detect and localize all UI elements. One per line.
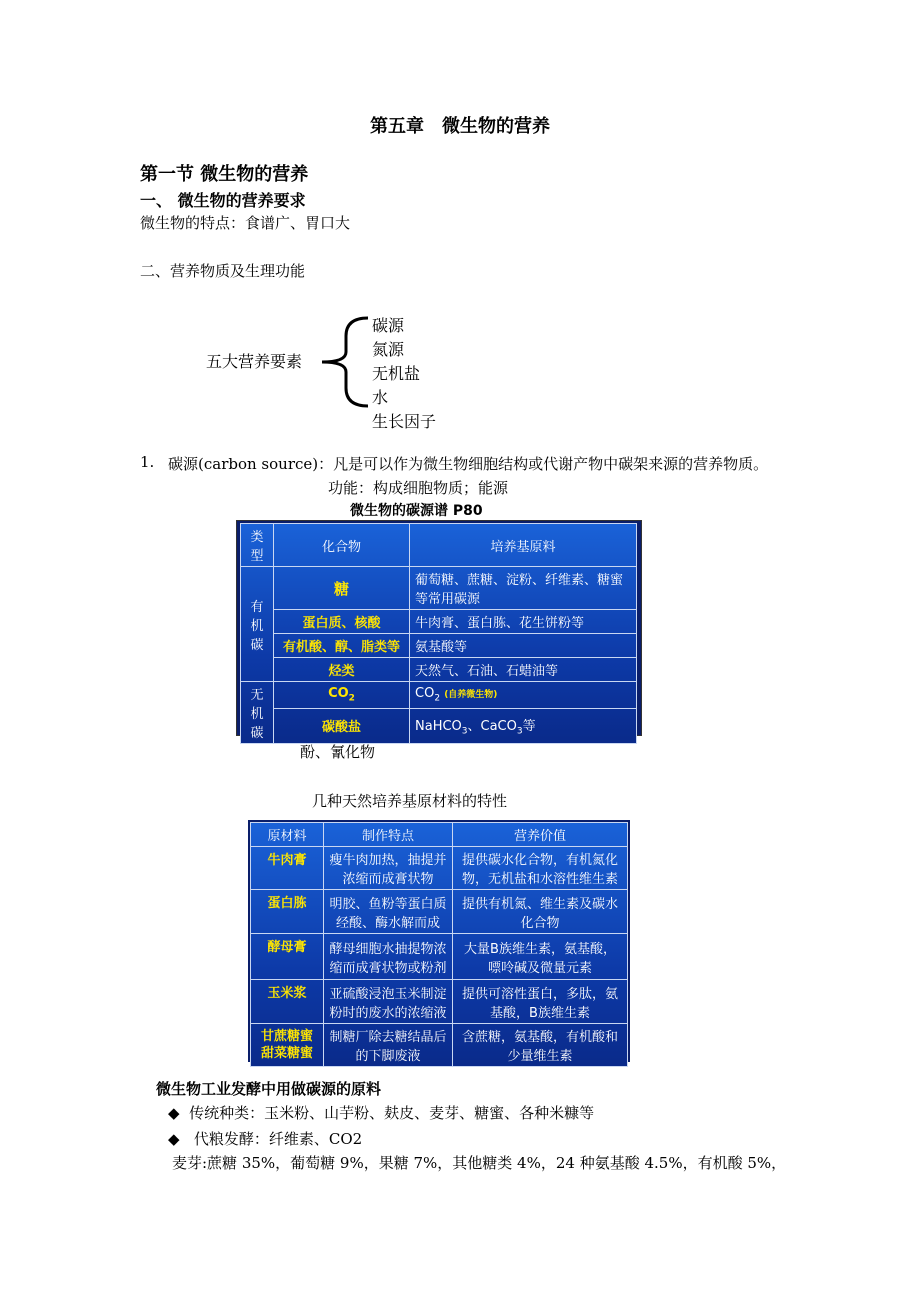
phenol-cyanide-text: 酚、氰化物 xyxy=(300,743,376,761)
features-text: 微生物的特点：食谱广、胃口大 xyxy=(140,214,351,232)
curly-brace-icon xyxy=(316,314,376,410)
bullet-text: 传统种类：玉米粉、山芋粉、麸皮、麦芽、糖蜜、各种米糠等 xyxy=(189,1104,595,1122)
nutrition-value: 提供可溶性蛋白，多肽，氨基酸，B族维生素 xyxy=(453,980,628,1024)
carbon-function: 功能：构成细胞物质；能源 xyxy=(328,479,509,497)
making-feature: 明胶、鱼粉等蛋白质经酸、酶水解而成 xyxy=(324,890,453,934)
making-feature: 酵母细胞水抽提物浓缩而成膏状物或粉剂 xyxy=(324,934,453,980)
header-making: 制作特点 xyxy=(324,823,453,847)
subsection-heading-1: 一、 微生物的营养要求 xyxy=(140,191,306,210)
natural-materials-title: 几种天然培养基原材料的特性 xyxy=(312,792,508,810)
material-organic-acid: 氨基酸等 xyxy=(410,634,637,658)
material-hydrocarbon: 天然气、石油、石蜡油等 xyxy=(410,658,637,682)
section-heading: 第一节 微生物的营养 xyxy=(140,164,309,185)
brace-label: 五大营养要素 xyxy=(206,352,303,371)
material-name: 牛肉膏 xyxy=(251,847,324,890)
nutrition-value: 提供有机氮、维生素及碳水化合物 xyxy=(453,890,628,934)
making-feature: 亚硫酸浸泡玉米制淀粉时的废水的浓缩液 xyxy=(324,980,453,1024)
material-name: 蛋白胨 xyxy=(251,890,324,934)
making-feature: 制糖厂除去糖结晶后的下脚废液 xyxy=(324,1024,453,1067)
material-protein: 牛肉膏、蛋白胨、花生饼粉等 xyxy=(410,610,637,634)
carbon-table-title: 微生物的碳源谱 P80 xyxy=(350,503,483,519)
inorganic-carbon-label: 无机碳 xyxy=(241,682,274,744)
bullet-text: 代粮发酵：纤维素、CO2 xyxy=(193,1130,363,1148)
nutrition-value: 含蔗糖，氨基酸，有机酸和少量维生素 xyxy=(453,1024,628,1067)
header-type: 类型 xyxy=(241,524,274,567)
brace-item-nitrogen: 氮源 xyxy=(372,340,405,359)
bullet-item xyxy=(168,1128,362,1149)
brace-item-water: 水 xyxy=(372,388,389,407)
brace-item-growth-factor: 生长因子 xyxy=(372,412,437,431)
nutrition-value: 提供碳水化合物，有机氮化物，无机盐和水溶性维生素 xyxy=(453,847,628,890)
industrial-title: 微生物工业发酵中用做碳源的原料 xyxy=(156,1080,382,1098)
material-carbonate: NaHCO$_3$、CaCO$_3$等 xyxy=(410,708,637,743)
material-co2: $CO_2$ (自养微生物) xyxy=(410,682,637,709)
compound-hydrocarbon: 烃类 xyxy=(274,658,410,682)
header-material: 培养基原料 xyxy=(410,524,637,567)
making-feature: 瘦牛肉加热，抽提并浓缩而成膏状物 xyxy=(324,847,453,890)
malt-composition: 麦芽:蔗糖 35%，葡萄糖 9%，果糖 7%，其他糖类 4%，24 种氨基酸 4.5%，有机酸 5%， xyxy=(172,1154,787,1172)
diamond-bullet-icon: ◆ xyxy=(168,1104,180,1122)
material-name: 甘蔗糖蜜 甜菜糖蜜 xyxy=(251,1024,324,1067)
nutrition-value: 大量B族维生素，氨基酸，嘌呤碱及微量元素 xyxy=(453,934,628,980)
natural-materials-table xyxy=(250,822,628,1067)
subsection-heading-2: 二、营养物质及生理功能 xyxy=(140,262,306,280)
compound-protein: 蛋白质、核酸 xyxy=(274,610,410,634)
header-nutrition: 营养价值 xyxy=(453,823,628,847)
carbon-source-table xyxy=(240,523,637,744)
brace-item-carbon: 碳源 xyxy=(372,316,405,335)
header-raw-material: 原材料 xyxy=(251,823,324,847)
material-name: 玉米浆 xyxy=(251,980,324,1024)
diamond-bullet-icon: ◆ xyxy=(168,1130,180,1148)
organic-carbon-label: 有机碳 xyxy=(241,567,274,682)
compound-co2: $CO_2$ xyxy=(274,682,410,709)
material-name: 酵母膏 xyxy=(251,934,324,980)
list-number-1: 1. xyxy=(140,453,155,471)
material-sugar: 葡萄糖、蔗糖、淀粉、纤维素、糖蜜等常用碳源 xyxy=(410,567,637,610)
page-title: 第五章 微生物的营养 xyxy=(370,116,550,137)
autotroph-note: (自养微生物) xyxy=(444,689,498,700)
bullet-item xyxy=(168,1102,594,1123)
header-compound: 化合物 xyxy=(274,524,410,567)
compound-carbonate: 碳酸盐 xyxy=(274,708,410,743)
carbon-definition: 碳源(carbon source)：凡是可以作为微生物细胞结构或代谢产物中碳架来源的营养物质。 xyxy=(168,455,769,473)
compound-organic-acid: 有机酸、醇、脂类等 xyxy=(274,634,410,658)
compound-sugar: 糖 xyxy=(274,567,410,610)
brace-item-inorganic-salt: 无机盐 xyxy=(372,364,421,383)
